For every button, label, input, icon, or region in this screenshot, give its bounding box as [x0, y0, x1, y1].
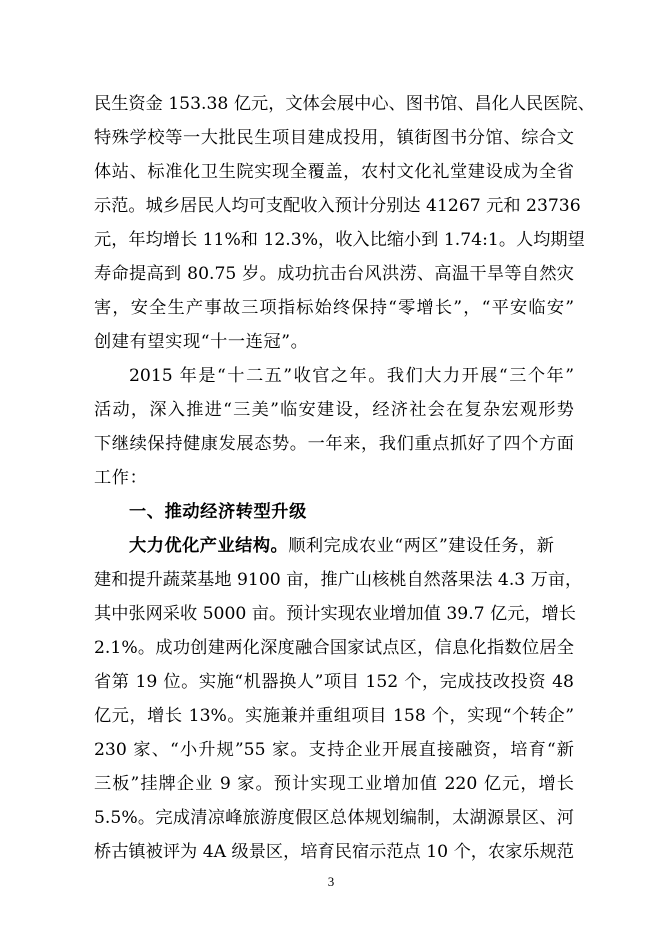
paragraph-line: 创建有望实现“十一连冠”。 — [94, 332, 309, 352]
paragraph-line: 元，年均增长 11%和 12.3%，收入比缩小到 1.74:1。人均期望 — [94, 230, 585, 250]
paragraph-line: 示范。城乡居民人均可支配收入预计分别达 41267 元和 23736 — [94, 196, 581, 216]
paragraph-line: 体站、标准化卫生院实现全覆盖，农村文化礼堂建设成为全省 — [94, 162, 574, 182]
paragraph-line: 其中张网采收 5000 亩。预计实现农业增加值 39.7 亿元，增长 — [94, 604, 576, 624]
paragraph-line: 工作： — [94, 468, 148, 488]
paragraph-line: 2.1%。成功创建两化深度融合国家试点区，信息化指数位居全 — [94, 638, 574, 658]
paragraph-line: 害，安全生产事故三项指标始终保持“零增长”，“平安临安” — [94, 298, 574, 318]
paragraph-line: 省第 19 位。实施“机器换人”项目 152 个，完成技改投资 48 — [94, 672, 574, 692]
paragraph-line: 民生资金 153.38 亿元，文体会展中心、图书馆、昌化人民医院、 — [94, 94, 595, 114]
paragraph-line: 桥古镇被评为 4A 级景区，培育民宿示范点 10 个，农家乐规范 — [94, 842, 574, 862]
paragraph-line: 三板”挂牌企业 9 家。预计实现工业增加值 220 亿元，增长 — [94, 774, 574, 794]
paragraph-line: 寿命提高到 80.75 岁。成功抗击台风洪涝、高温干旱等自然灾 — [94, 264, 574, 284]
section-heading: 一、推动经济转型升级 — [129, 502, 307, 522]
paragraph-text: 顺利完成农业“两区”建设任务，新 — [288, 536, 555, 556]
page-number: 3 — [327, 874, 335, 889]
paragraph-line: 建和提升蔬菜基地 9100 亩，推广山核桃自然落果法 4.3 万亩， — [94, 570, 583, 590]
paragraph-line: 亿元，增长 13%。实施兼并重组项目 158 个，实现“个转企” — [94, 706, 574, 726]
paragraph-lead: 大力优化产业结构。 — [129, 536, 289, 556]
paragraph-line: 活动，深入推进“三美”临安建设，经济社会在复杂宏观形势 — [94, 400, 574, 420]
paragraph-line: 230 家、“小升规”55 家。支持企业开展直接融资，培育“新 — [94, 740, 574, 760]
paragraph-line — [129, 534, 554, 558]
paragraph-line: 下继续保持健康发展态势。一年来，我们重点抓好了四个方面 — [94, 434, 574, 454]
paragraph-line: 2015 年是“十二五”收官之年。我们大力开展“三个年” — [129, 366, 574, 386]
paragraph-line: 特殊学校等一大批民生项目建成投用，镇街图书分馆、综合文 — [94, 128, 574, 148]
paragraph-line: 5.5%。完成清凉峰旅游度假区总体规划编制，太湖源景区、河 — [94, 808, 574, 828]
